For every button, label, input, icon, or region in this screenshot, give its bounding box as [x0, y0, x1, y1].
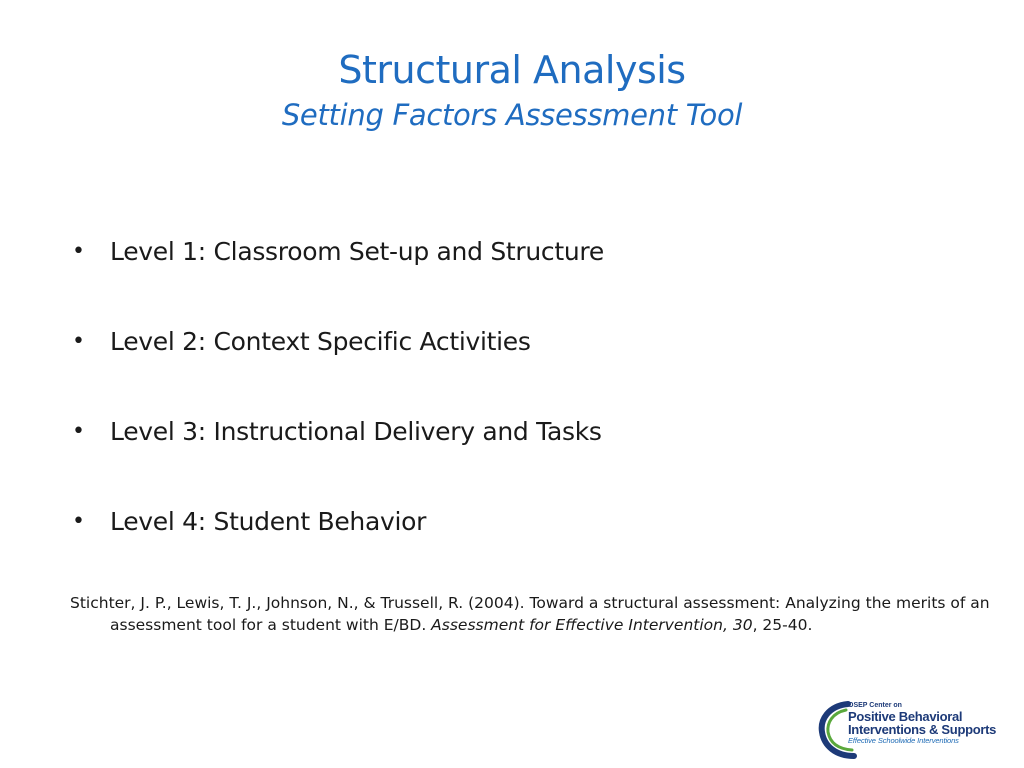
slide-subtitle: Setting Factors Assessment Tool [281, 98, 743, 132]
bullet-icon: • [72, 419, 85, 444]
bullet-item [72, 502, 972, 592]
bullet-item [72, 232, 972, 322]
logo-line3: Effective Schoolwide Interventions [848, 736, 959, 745]
bullet-icon: • [72, 509, 85, 534]
citation-journal: Assessment for Effective Intervention, 30 [431, 616, 753, 634]
logo-small-line: OSEP Center on [848, 702, 902, 709]
title-block [0, 44, 1024, 134]
bullet-text: Level 1: Classroom Set-up and Structure [110, 237, 604, 266]
bullet-text: Level 2: Context Specific Activities [110, 327, 531, 356]
bullet-list [72, 232, 972, 592]
bullet-text: Level 4: Student Behavior [110, 507, 427, 536]
citation-authors-title: Stichter, J. P., Lewis, T. J., Johnson, N., & Trussell, R. (2004). Toward a structural assessment: Analyzing the merits of an assessment tool for a student with E/BD. [70, 594, 990, 634]
bullet-item [72, 322, 972, 412]
bullet-icon: • [72, 239, 85, 264]
slide-title: Structural Analysis [338, 48, 686, 92]
logo-line1: Positive Behavioral [848, 709, 963, 724]
logo-text [848, 702, 1020, 745]
bullet-item [72, 412, 972, 502]
logo-line2: Interventions & Supports [848, 722, 997, 737]
citation-pages: , 25-40. [752, 616, 813, 634]
pbis-logo [818, 698, 1018, 760]
bullet-text: Level 3: Instructional Delivery and Tasks [110, 417, 602, 446]
bullet-icon: • [72, 329, 85, 354]
citation [70, 592, 990, 636]
